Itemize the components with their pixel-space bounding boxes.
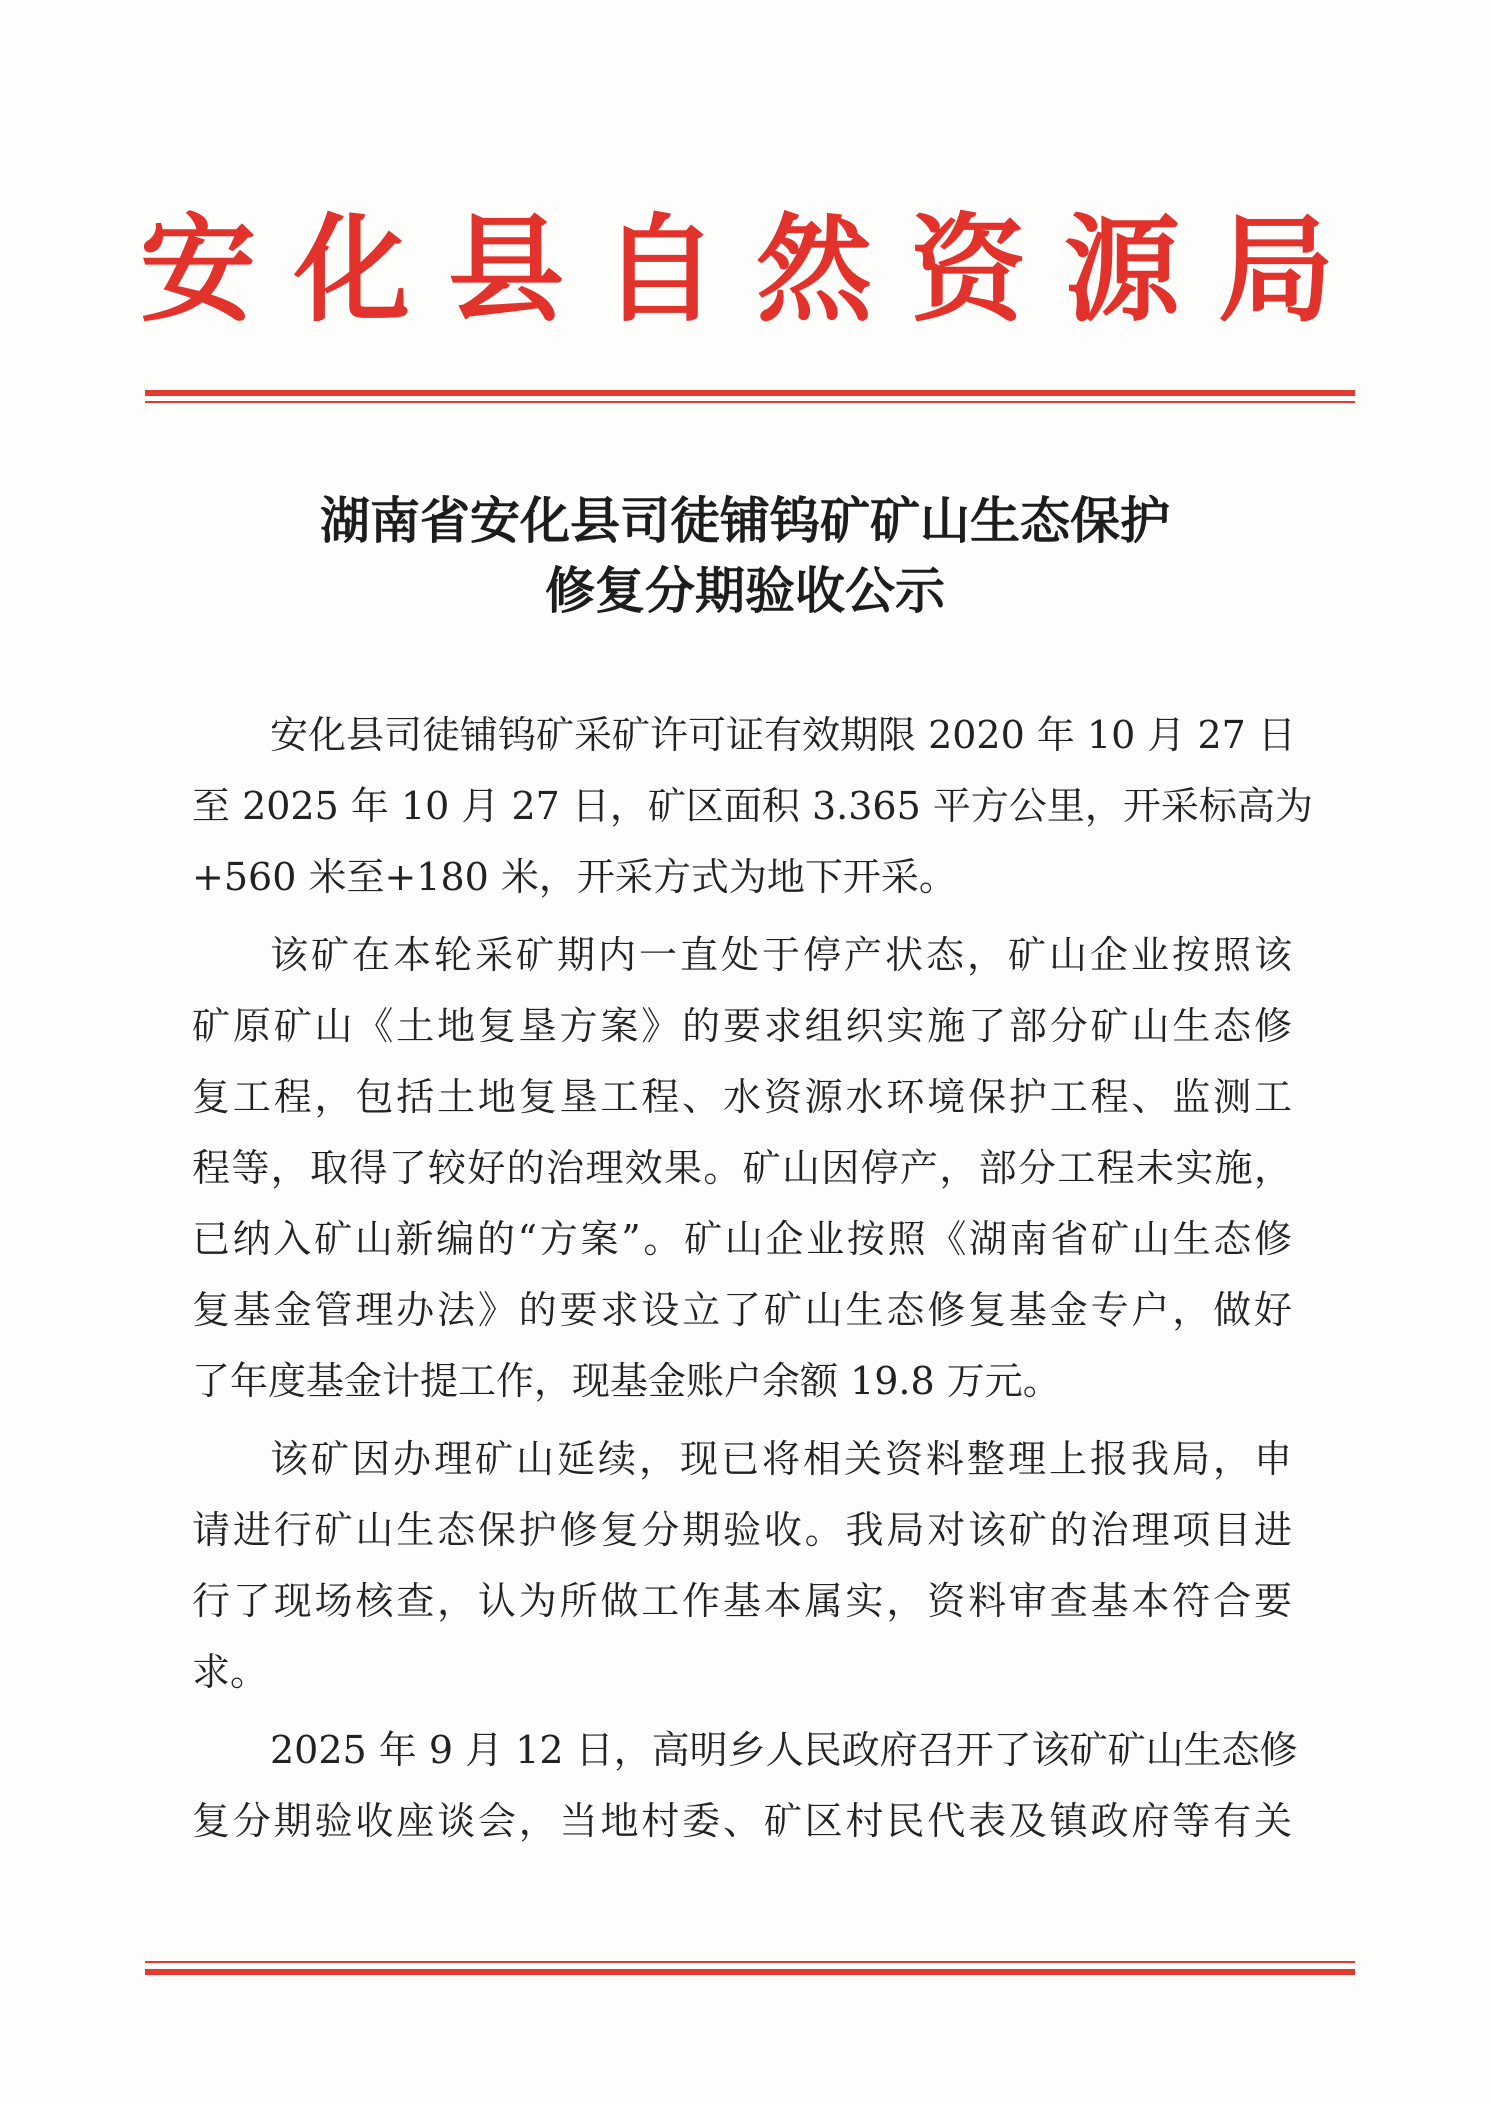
document-title-line1: 湖南省安化县司徒铺钨矿矿山生态保护 bbox=[320, 491, 1170, 550]
paragraph bbox=[192, 1715, 1298, 1857]
text-line: 复分期验收座谈会，当地村委、矿区村民代表及镇政府等有关 bbox=[192, 1799, 1292, 1843]
text-line: 安化县司徒铺钨矿采矿许可证有效期限 2020 年 10 月 27 日 bbox=[270, 713, 1296, 757]
text-line: 至 2025 年 10 月 27 日，矿区面积 3.365 平方公里，开采标高为 bbox=[192, 784, 1313, 828]
text-line: 该矿在本轮采矿期内一直处于停产状态，矿山企业按照该 bbox=[270, 933, 1292, 977]
text-line: 已纳入矿山新编的“方案”。矿山企业按照《湖南省矿山生态修 bbox=[192, 1217, 1292, 1261]
text-line: 程等，取得了较好的治理效果。矿山因停产，部分工程未实施， bbox=[192, 1146, 1292, 1190]
footer-rule-thick bbox=[145, 1969, 1355, 1975]
text-line: 行了现场核查，认为所做工作基本属实，资料审查基本符合要 bbox=[192, 1579, 1292, 1623]
footer-rule-thin bbox=[145, 1961, 1355, 1963]
text-line: 了年度基金计提工作，现基金账户余额 19.8 万元。 bbox=[192, 1359, 1061, 1403]
document-title-line2: 修复分期验收公示 bbox=[545, 561, 945, 620]
paragraph bbox=[192, 920, 1292, 1417]
letterhead-org-name: 安化县自然资源局 bbox=[140, 202, 1372, 338]
text-line: +560 米至+180 米，开采方式为地下开采。 bbox=[192, 855, 957, 899]
paragraph bbox=[192, 700, 1313, 913]
text-line: 复工程，包括土地复垦工程、水资源水环境保护工程、监测工 bbox=[192, 1075, 1292, 1119]
text-line: 该矿因办理矿山延续，现已将相关资料整理上报我局，申 bbox=[270, 1437, 1292, 1481]
text-line: 复基金管理办法》的要求设立了矿山生态修复基金专户，做好 bbox=[192, 1288, 1292, 1332]
text-line: 请进行矿山生态保护修复分期验收。我局对该矿的治理项目进 bbox=[192, 1508, 1292, 1552]
text-line: 求。 bbox=[192, 1650, 269, 1694]
paragraph bbox=[192, 1424, 1292, 1708]
text-line: 矿原矿山《土地复垦方案》的要求组织实施了部分矿山生态修 bbox=[192, 1004, 1292, 1048]
text-line: 2025 年 9 月 12 日，高明乡人民政府召开了该矿矿山生态修 bbox=[270, 1728, 1298, 1772]
header-rule-thick bbox=[145, 390, 1355, 396]
header-rule-thin bbox=[145, 401, 1355, 403]
document-body bbox=[192, 700, 1313, 1857]
